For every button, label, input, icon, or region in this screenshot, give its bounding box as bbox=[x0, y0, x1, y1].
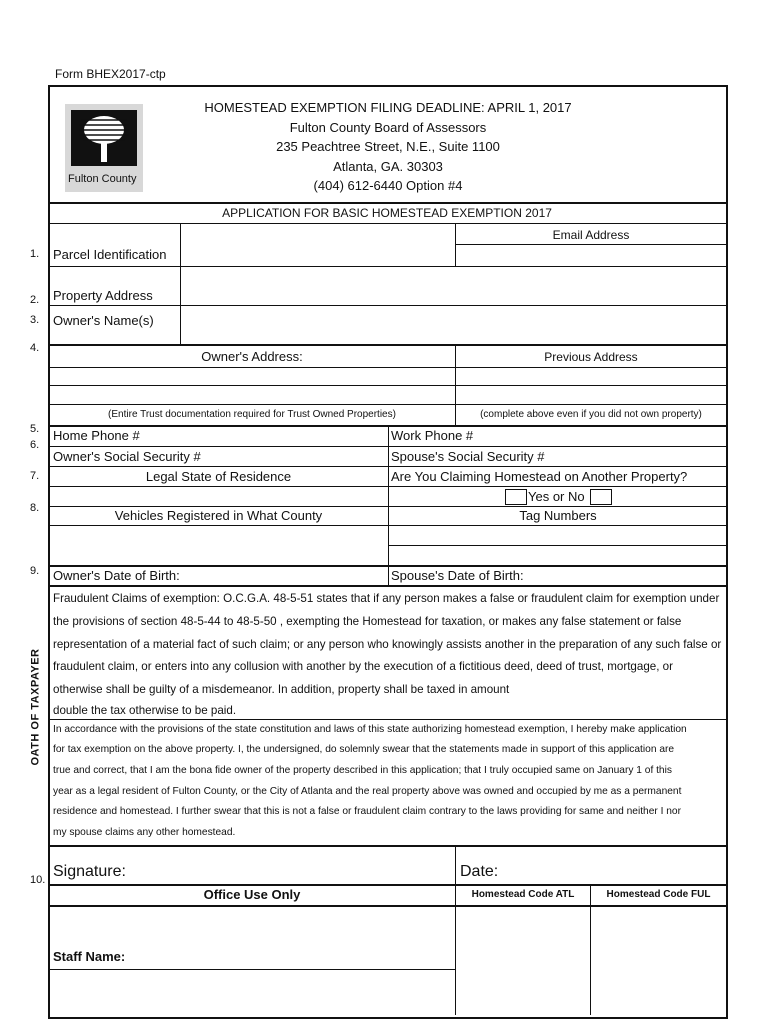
fraud-line: Fraudulent Claims of exemption: O.C.G.A. 48-5-51 states that if any person makes a false or fraudulent claim for exemption under bbox=[53, 592, 720, 605]
property-address-label: Property Address bbox=[53, 288, 153, 303]
property-address-input[interactable] bbox=[182, 268, 724, 304]
oath-line: my spouse claims any other homestead. bbox=[53, 827, 236, 838]
signature-label: Signature: bbox=[53, 863, 126, 880]
row-number: 8. bbox=[30, 502, 40, 514]
signature-input[interactable] bbox=[140, 852, 452, 882]
yes-checkbox[interactable] bbox=[505, 489, 527, 505]
date-label: Date: bbox=[460, 863, 499, 880]
office-use-only-label: Office Use Only bbox=[203, 887, 301, 902]
date-input[interactable] bbox=[505, 852, 723, 882]
owners-dob-input[interactable] bbox=[188, 567, 386, 584]
oath-line: residence and homestead. I further swear that this is not a false or fraudulent claim contrary to the laws providing for same and neither I nor bbox=[53, 806, 681, 817]
no-checkbox[interactable] bbox=[590, 489, 612, 505]
owners-names-input[interactable] bbox=[182, 307, 724, 343]
logo-label: Fulton County bbox=[68, 173, 137, 185]
owners-address-input-1[interactable] bbox=[50, 369, 454, 384]
work-phone-input[interactable] bbox=[480, 428, 723, 444]
phone-number: (404) 612-6440 Option #4 bbox=[313, 178, 463, 193]
city-zip: Atlanta, GA. 30303 bbox=[333, 158, 443, 174]
fraud-line: double the tax otherwise to be paid. bbox=[53, 704, 237, 717]
yes-or-no-label: Yes or No bbox=[528, 489, 585, 504]
parcel-id-label: Parcel Identification bbox=[53, 247, 167, 262]
row-number: 6. bbox=[30, 439, 40, 451]
spouses-dob-input[interactable] bbox=[530, 567, 723, 584]
tag-numbers-input-2[interactable] bbox=[390, 547, 724, 564]
oath-line: true and correct, that I am the bona fide owner of the property described in this application; that I truly occupied same on January 1 of this bbox=[53, 765, 672, 776]
email-address-input[interactable] bbox=[457, 246, 724, 266]
staff-name-input[interactable] bbox=[140, 940, 452, 968]
tag-numbers-label: Tag Numbers bbox=[519, 508, 597, 523]
row-number: 7. bbox=[30, 470, 40, 482]
work-phone-label: Work Phone # bbox=[391, 428, 474, 443]
board-name: Fulton County Board of Assessors bbox=[289, 119, 487, 135]
homestead-code-ful-label: Homestead Code FUL bbox=[606, 889, 711, 900]
home-phone-label: Home Phone # bbox=[53, 428, 140, 443]
street-address: 235 Peachtree Street, N.E., Suite 1100 bbox=[276, 139, 500, 154]
row-number: 1. bbox=[30, 248, 40, 260]
row-number: 5. bbox=[30, 423, 40, 435]
owners-names-label: Owner's Name(s) bbox=[53, 313, 154, 328]
previous-address-label: Previous Address bbox=[544, 350, 638, 364]
application-title: APPLICATION FOR BASIC HOMESTEAD EXEMPTION 2017 bbox=[222, 206, 552, 220]
trust-note: (Entire Trust documentation required for Trust Owned Properties) bbox=[108, 409, 396, 420]
spouses-ssn-input[interactable] bbox=[545, 448, 723, 465]
row-number: 3. bbox=[30, 314, 40, 326]
previous-address-input-2[interactable] bbox=[457, 387, 724, 403]
fraud-line: otherwise shall be guilty of a misdemeanor. In addition, property shall be taxed in amount bbox=[53, 683, 510, 696]
staff-name-label: Staff Name: bbox=[53, 949, 126, 964]
tag-numbers-input-1[interactable] bbox=[390, 527, 724, 544]
claiming-other-label: Are You Claiming Homestead on Another Property? bbox=[391, 469, 688, 484]
fraud-line: representation of a material fact of such claim; or any person who knowingly assists another in the preparation of any such false or bbox=[53, 638, 722, 651]
previous-note: (complete above even if you did not own property) bbox=[480, 409, 702, 420]
owners-address-label: Owner's Address: bbox=[201, 349, 303, 364]
legal-state-input[interactable] bbox=[50, 488, 387, 506]
fulton-county-logo bbox=[65, 104, 143, 192]
email-address-label: Email Address bbox=[552, 228, 630, 242]
home-phone-input[interactable] bbox=[150, 428, 386, 444]
owners-ssn-input[interactable] bbox=[215, 448, 386, 465]
fraud-line: the provisions of section 48-5-44 to 48-5-50 , exempting the Homestead for taxation, or makes any false statement or false bbox=[53, 615, 682, 628]
vehicles-county-label: Vehicles Registered in What County bbox=[114, 508, 323, 523]
row-number: 4. bbox=[30, 342, 40, 354]
homestead-code-ful-input[interactable] bbox=[592, 908, 723, 1012]
spouses-ssn-label: Spouse's Social Security # bbox=[391, 449, 545, 464]
owners-dob-label: Owner's Date of Birth: bbox=[53, 568, 180, 583]
filing-deadline: HOMESTEAD EXEMPTION FILING DEADLINE: APRIL 1, 2017 bbox=[204, 100, 572, 115]
oath-of-taxpayer-label: OATH OF TAXPAYER bbox=[29, 648, 42, 766]
vehicles-county-input[interactable] bbox=[50, 527, 387, 565]
oath-line: year as a legal resident of Fulton County, or the City of Atlanta and the real property above was owned and occupied by me as a permanent bbox=[53, 786, 682, 797]
parcel-id-input[interactable] bbox=[182, 226, 454, 266]
fraud-line: fraudulent claim, or enters into any collusion with another by the execution of a fictitious deed, deed of trust, mortgage, or bbox=[53, 660, 673, 673]
oath-line: for tax exemption on the above property. I, the undersigned, do solemnly swear that the statements made in support of this application are bbox=[53, 744, 675, 755]
owners-ssn-label: Owner's Social Security # bbox=[53, 449, 201, 464]
oath-line: In accordance with the provisions of the state constitution and laws of this state authorizing homestead exemption, I hereby make application bbox=[53, 724, 687, 735]
row-number: 2. bbox=[30, 294, 40, 306]
form-id: Form BHEX2017-ctp bbox=[55, 67, 166, 81]
homestead-code-atl-input[interactable] bbox=[457, 908, 588, 1012]
row-number: 9. bbox=[30, 565, 40, 577]
homestead-code-atl-label: Homestead Code ATL bbox=[471, 889, 575, 900]
row-number: 10. bbox=[30, 874, 46, 886]
spouses-dob-label: Spouse's Date of Birth: bbox=[391, 568, 524, 583]
previous-address-input-1[interactable] bbox=[457, 369, 724, 384]
owners-address-input-2[interactable] bbox=[50, 387, 454, 403]
header-block bbox=[150, 98, 626, 196]
legal-state-label: Legal State of Residence bbox=[145, 469, 292, 484]
